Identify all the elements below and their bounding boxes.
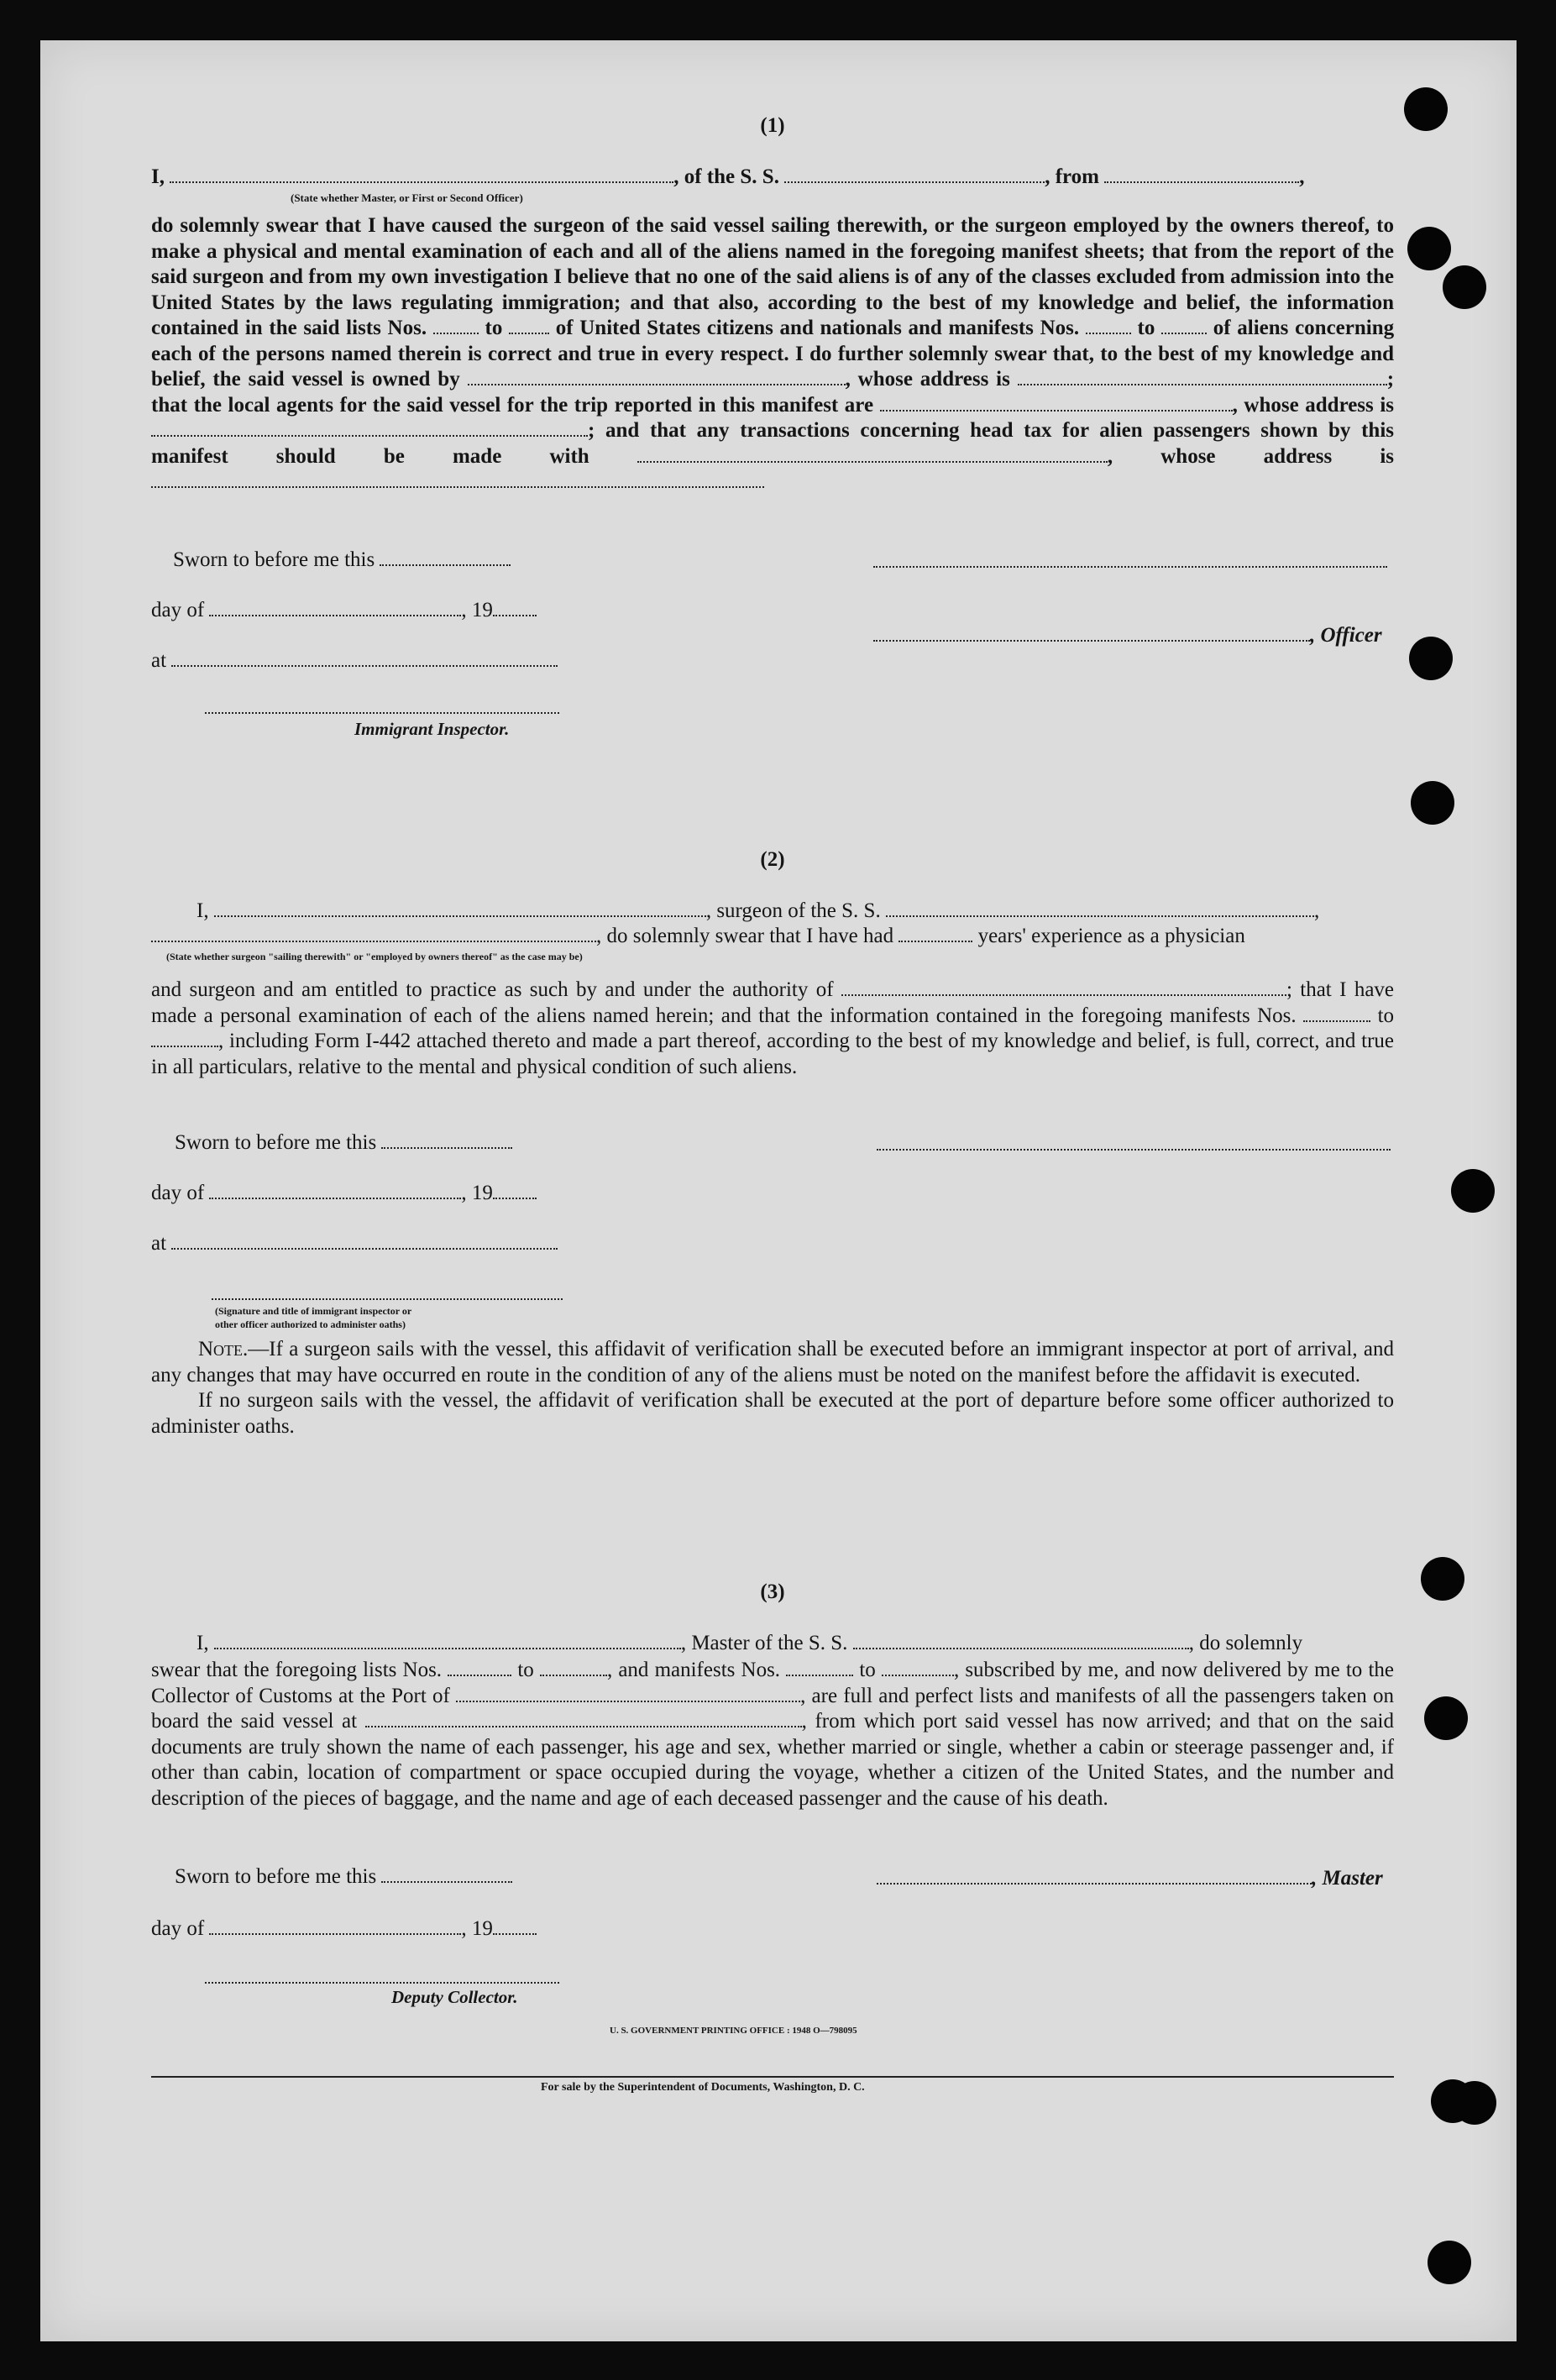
text: at xyxy=(151,649,167,672)
officer-title-field[interactable] xyxy=(873,625,1310,642)
affidavit-3-header-line xyxy=(151,1631,1394,1656)
note xyxy=(151,1337,1394,1439)
section-number: (1) xyxy=(760,114,785,137)
footer-rule xyxy=(151,2076,1394,2078)
text: , including Form I-442 attached thereto and made a part thereof, according to the best of my knowledge and belief, is full, correct, and true in all particulars, relative to the mental and physical condition of such aliens. xyxy=(151,1030,1394,1078)
text: , xyxy=(1313,899,1320,922)
lists-to-field[interactable] xyxy=(540,1659,607,1676)
text: , subscribed by me, and now delivered by me to the Collector of Customs at the Port of xyxy=(151,1659,1394,1707)
owner-address-field[interactable] xyxy=(1018,369,1387,385)
affidavit-2-body xyxy=(151,978,1394,1080)
text: to xyxy=(1377,1004,1395,1027)
text: ; that I have made a personal examination of each of the aliens named herein; and that the information contained in the foregoing manifests Nos. xyxy=(151,978,1395,1027)
ship-name-field[interactable] xyxy=(784,166,1045,183)
head-tax-party-field[interactable] xyxy=(637,446,1108,463)
master-signature-field[interactable] xyxy=(877,1868,1312,1885)
text: years' experience as a physician xyxy=(977,925,1245,947)
note-label: Note. xyxy=(198,1338,249,1360)
text: day of xyxy=(151,1182,205,1204)
inspector-signature-field[interactable] xyxy=(205,707,559,714)
lists-to-field[interactable] xyxy=(509,317,549,334)
lists-from-field[interactable] xyxy=(448,1659,511,1676)
text: day of xyxy=(151,599,205,621)
sworn-year-field[interactable] xyxy=(493,1918,537,1935)
binder-hole xyxy=(1451,1169,1495,1213)
sworn-day-field[interactable] xyxy=(380,549,511,566)
head-tax-address-field[interactable] xyxy=(151,471,764,488)
text: ; and that any transactions concerning head tax for alien passengers shown by this manifest should be made with xyxy=(151,419,1394,468)
deputy-signature-field[interactable] xyxy=(205,1977,559,1984)
surgeon-name-field[interactable] xyxy=(214,900,706,917)
section-number: (2) xyxy=(760,848,785,871)
text: Sworn to before me this xyxy=(173,548,375,571)
sworn-place-field[interactable] xyxy=(171,650,558,667)
text: , and manifests Nos. xyxy=(606,1659,781,1681)
binder-hole xyxy=(1404,87,1448,131)
field-hint: (State whether surgeon "sailing therewith" or "employed by owners thereof" as the case may be) xyxy=(166,951,583,962)
text: , Master xyxy=(1312,1867,1383,1890)
ship-name-field[interactable] xyxy=(886,900,1314,917)
officer-signature-field[interactable] xyxy=(873,553,1387,568)
text: , 19 xyxy=(461,1917,493,1940)
text: , Master of the S. S. xyxy=(680,1632,848,1654)
deputy-caption: Deputy Collector. xyxy=(391,1987,518,2007)
text: at xyxy=(151,1232,167,1255)
owner-field[interactable] xyxy=(468,369,846,385)
affidavit-2 xyxy=(151,848,1394,872)
text: , of the S. S. xyxy=(673,165,779,188)
text: Sworn to before me this xyxy=(175,1865,377,1888)
text: , from which port said vessel has now arrived; and that on the said documents are truly shown the name of each passenger, his age and sex, whether married or single, whether a cabin or steerage passenger and, if other than cabin, location of compartment or space occupied during the voyage, whether a citizen of the United States, and the number and description of the pieces of baggage, and the name and age of each deceased passenger and the cause of his death. xyxy=(151,1710,1395,1810)
text: I, xyxy=(196,899,209,922)
sworn-year-field[interactable] xyxy=(493,600,537,616)
section-number: (3) xyxy=(760,1581,785,1603)
text: If no surgeon sails with the vessel, the affidavit of verification shall be executed at the port of departure before some officer authorized to administer oaths. xyxy=(151,1389,1394,1438)
agents-address-field[interactable] xyxy=(151,420,588,437)
text: swear that the foregoing lists Nos. xyxy=(151,1659,443,1681)
binder-hole xyxy=(1421,1557,1464,1601)
text: —If a surgeon sails with the vessel, this affidavit of verification shall be executed before an immigrant inspector at port of arrival, and any changes that may have occurred en route in the condition of any of the aliens must be noted on the manifest before the affidavit is executed. xyxy=(151,1338,1394,1387)
manifests-to-field[interactable] xyxy=(1161,317,1207,334)
text: , surgeon of the S. S. xyxy=(705,899,881,922)
signature-hint: (Signature and title of immigrant inspector or xyxy=(215,1305,412,1317)
sale-notice: For sale by the Superintendent of Documents, Washington, D. C. xyxy=(541,2081,865,2094)
text: to xyxy=(517,1659,534,1681)
affidavit-1 xyxy=(151,114,1394,138)
years-experience-field[interactable] xyxy=(898,925,972,942)
embark-port-field[interactable] xyxy=(365,1711,802,1727)
text: to xyxy=(485,317,503,339)
text: I, xyxy=(196,1632,209,1654)
day-line xyxy=(151,1181,537,1206)
manifests-from-field[interactable] xyxy=(786,1659,853,1676)
text: of aliens concerning each of the persons named therein is correct and true in every respect. I do further solemnly swear that, to the best of my knowledge and belief, the said vessel is owned by xyxy=(151,317,1395,391)
text: , are full and perfect lists and manifests of all the passengers taken on board the said vessel at xyxy=(151,1684,1395,1733)
binder-hole xyxy=(1409,637,1453,680)
text: and surgeon and am entitled to practice as such by and under the authority of xyxy=(151,978,834,1001)
day-line xyxy=(151,1916,537,1942)
text: , whose address is xyxy=(1232,393,1394,417)
text: ; that the local agents for the said vessel for the trip reported in this manifest are xyxy=(151,368,1395,417)
field-hint: (State whether Master, or First or Second Officer) xyxy=(291,191,523,204)
text: , from xyxy=(1045,165,1099,188)
affidavit-3 xyxy=(151,1581,1394,1604)
master-name-field[interactable] xyxy=(214,1633,681,1649)
text: Sworn to before me this xyxy=(175,1131,377,1154)
from-port-field[interactable] xyxy=(1104,166,1299,183)
gpo-imprint: U. S. GOVERNMENT PRINTING OFFICE : 1948 O—798095 xyxy=(610,2026,857,2036)
binder-hole xyxy=(1407,227,1451,270)
affidavit-2-header-line xyxy=(151,899,1394,924)
affidavit-1-body xyxy=(151,213,1394,495)
text: , whose address is xyxy=(1107,444,1395,468)
sworn-line xyxy=(173,548,511,573)
manifests-to-field[interactable] xyxy=(151,1030,218,1047)
manifests-from-field[interactable] xyxy=(1086,317,1131,334)
at-line xyxy=(151,1231,558,1256)
inspector-caption: Immigrant Inspector. xyxy=(354,719,510,739)
text: do solemnly swear that I have caused the surgeon of the said vessel sailing therewith, or the surgeon employed by the owners thereof, to make a physical and mental examination of each and all of the aliens named in the foregoing manifest sheets; that from the report of the said surgeon and from my own investigation I believe that no one of the said aliens is of any of the classes excluded from admission into the United States by the laws regulating immigration; and that also, according to the best of my knowledge and belief, the information contained in the said lists Nos. xyxy=(151,214,1394,339)
text: , 19 xyxy=(461,1182,493,1204)
sworn-month-field[interactable] xyxy=(209,1182,461,1199)
port-field[interactable] xyxy=(456,1685,800,1702)
text: , whose address is xyxy=(845,368,1010,391)
lists-from-field[interactable] xyxy=(433,317,479,334)
inspector-signature-field[interactable] xyxy=(212,1293,563,1300)
binder-hole xyxy=(1411,781,1454,825)
ship-name-field[interactable] xyxy=(853,1633,1189,1649)
surgeon-status-field[interactable] xyxy=(151,925,596,942)
affidavit-3-body xyxy=(151,1658,1394,1811)
sworn-day-field[interactable] xyxy=(381,1132,512,1149)
signature-hint: other officer authorized to administer oaths) xyxy=(215,1318,406,1330)
binder-hole xyxy=(1428,2241,1471,2284)
text: , 19 xyxy=(461,599,493,621)
text: to xyxy=(1137,317,1155,339)
sworn-line xyxy=(175,1130,512,1156)
binder-hole xyxy=(1453,2081,1496,2125)
officer-title-line xyxy=(873,623,1382,648)
text: , Officer xyxy=(1310,624,1382,647)
officer-name-field[interactable] xyxy=(170,166,673,183)
manifests-from-field[interactable] xyxy=(1303,1005,1370,1022)
day-line xyxy=(151,598,537,623)
sworn-year-field[interactable] xyxy=(493,1182,537,1199)
sworn-place-field[interactable] xyxy=(171,1233,558,1250)
manifests-to-field[interactable] xyxy=(882,1659,954,1676)
sworn-month-field[interactable] xyxy=(209,600,461,616)
at-line xyxy=(151,648,558,674)
text: of United States citizens and nationals and manifests Nos. xyxy=(555,317,1080,339)
sworn-day-field[interactable] xyxy=(381,1866,512,1883)
text: , xyxy=(1299,165,1305,188)
affidavit-2-line-2 xyxy=(151,924,1394,949)
text: day of xyxy=(151,1917,205,1940)
text: , do solemnly xyxy=(1188,1632,1303,1654)
master-signature-line xyxy=(877,1866,1383,1891)
authority-field[interactable] xyxy=(841,979,1286,996)
binder-hole xyxy=(1443,265,1486,309)
surgeon-signature-field[interactable] xyxy=(877,1135,1391,1151)
text: I, xyxy=(151,165,165,188)
binder-hole xyxy=(1424,1696,1468,1740)
agents-field[interactable] xyxy=(880,395,1233,412)
text: , do solemnly swear that I have had xyxy=(596,925,894,947)
sworn-line xyxy=(175,1864,512,1890)
affidavit-1-header-line xyxy=(151,165,1394,190)
sworn-month-field[interactable] xyxy=(209,1918,461,1935)
text: to xyxy=(859,1659,876,1681)
